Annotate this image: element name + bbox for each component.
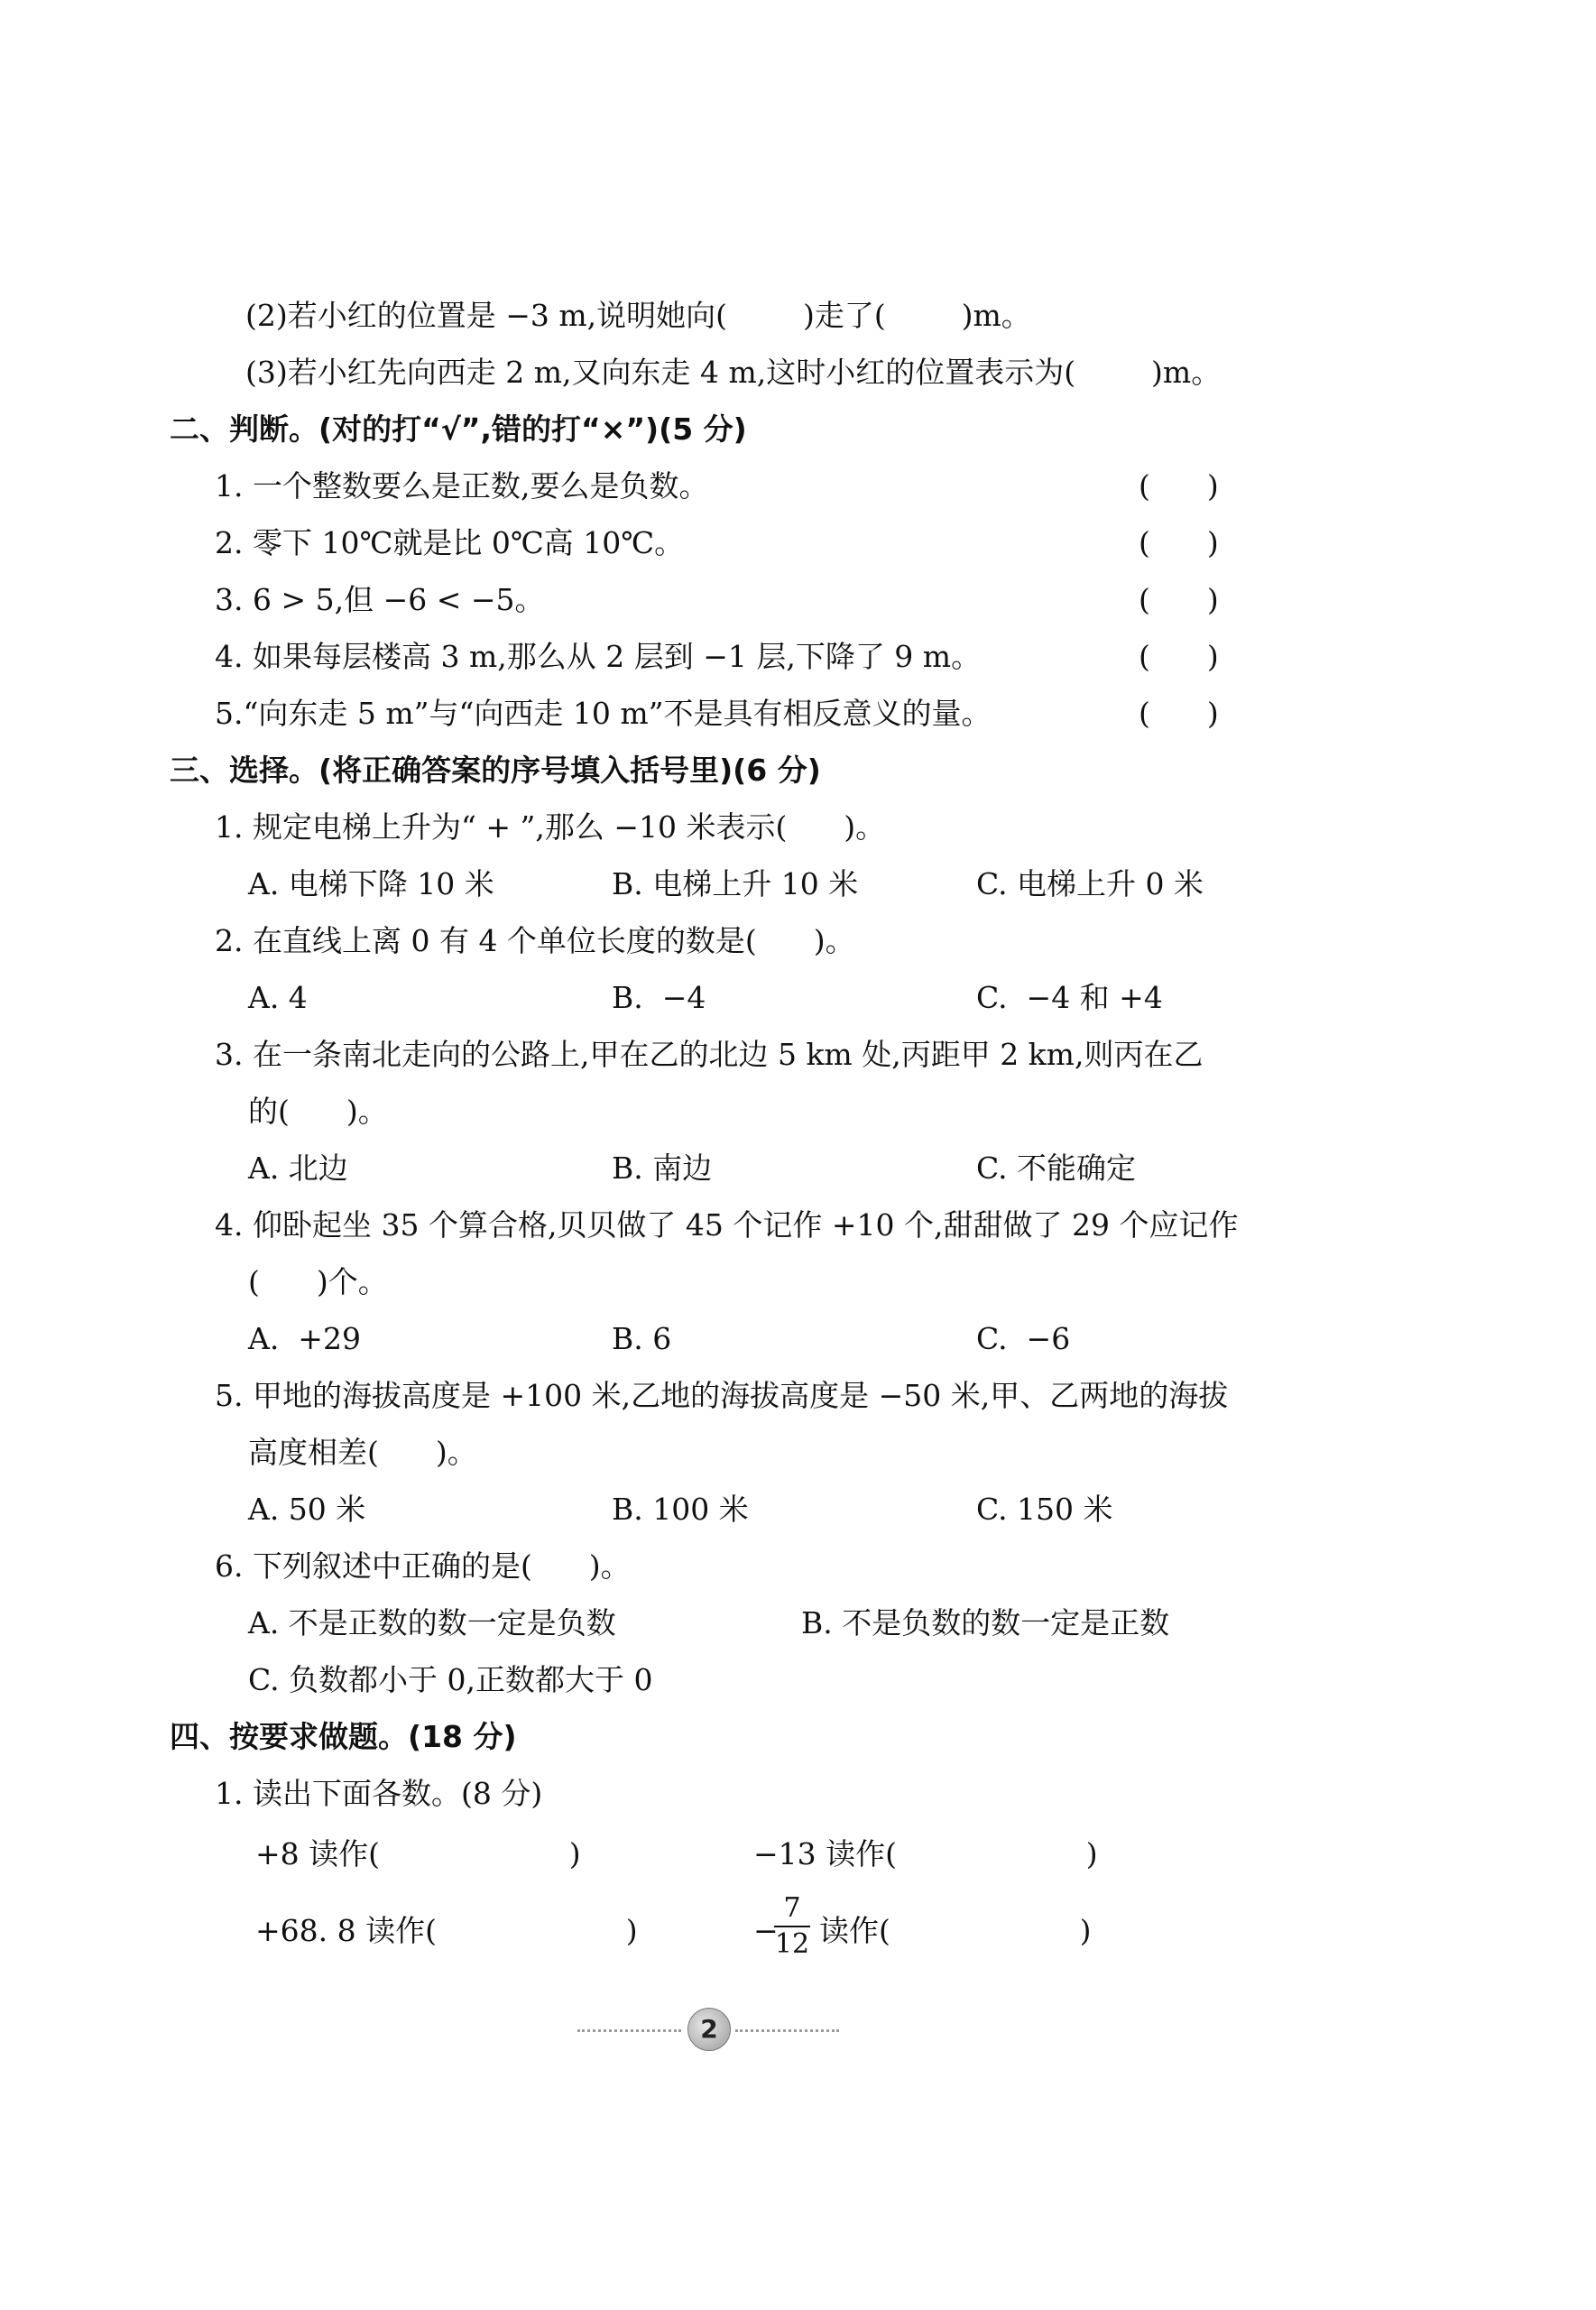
option-a[interactable]: A. +29 xyxy=(248,1321,361,1356)
option-a[interactable]: A. 不是正数的数一定是负数 xyxy=(248,1605,616,1640)
judge-item: 2. 零下 10℃就是比 0℃高 10℃。 xyxy=(215,525,685,560)
option-c[interactable]: C. −6 xyxy=(976,1321,1071,1356)
choice-question-cont: 的( )。 xyxy=(248,1094,388,1129)
answer-blank[interactable]: ( ) xyxy=(1139,582,1219,617)
fraction-sign: − xyxy=(753,1913,779,1948)
choice-question: 4. 仰卧起坐 35 个算合格,贝贝做了 45 个记作 +10 个,甜甜做了 29 个应记作 xyxy=(215,1207,1239,1243)
footer-dots-right xyxy=(735,2029,839,2032)
choice-question: 6. 下列叙述中正确的是( )。 xyxy=(215,1548,631,1584)
option-a[interactable]: A. 4 xyxy=(248,980,308,1015)
judge-item: 1. 一个整数要么是正数,要么是负数。 xyxy=(215,468,709,504)
page-number: 2 xyxy=(687,2008,731,2051)
read-number-item[interactable]: 读作( ) xyxy=(819,1913,1092,1948)
subquestion: 1. 读出下面各数。(8 分) xyxy=(215,1776,543,1811)
option-a[interactable]: A. 50 米 xyxy=(248,1492,366,1527)
option-b[interactable]: B. 南边 xyxy=(612,1150,713,1186)
judge-item: 4. 如果每层楼高 3 m,那么从 2 层到 −1 层,下降了 9 m。 xyxy=(215,639,982,674)
choice-question-cont: 高度相差( )。 xyxy=(248,1435,477,1470)
option-b[interactable]: B. 电梯上升 10 米 xyxy=(612,866,859,901)
question-line: (3)若小红先向西走 2 m,又向东走 4 m,这时小红的位置表示为( )m。 xyxy=(245,355,1222,390)
judge-item: 5.“向东走 5 m”与“向西走 10 m”不是具有相反意义的量。 xyxy=(215,696,992,731)
choice-question: 2. 在直线上离 0 有 4 个单位长度的数是( )。 xyxy=(215,923,855,958)
option-c[interactable]: C. 不能确定 xyxy=(976,1150,1137,1186)
option-c[interactable]: C. −4 和 +4 xyxy=(976,980,1163,1015)
page-footer xyxy=(577,2008,839,2053)
footer-dots-left xyxy=(577,2029,681,2032)
option-b[interactable]: B. 100 米 xyxy=(612,1492,749,1527)
read-number-item[interactable]: −13 读作( ) xyxy=(753,1836,1098,1871)
choice-question: 1. 规定电梯上升为“ + ”,那么 −10 米表示( )。 xyxy=(215,809,886,845)
option-c[interactable]: C. 电梯上升 0 米 xyxy=(976,866,1204,901)
choice-question-cont: ( )个。 xyxy=(248,1264,388,1299)
section-heading: 二、判断。(对的打“√”,错的打“×”)(5 分) xyxy=(170,411,747,447)
option-c[interactable]: C. 负数都小于 0,正数都大于 0 xyxy=(248,1662,653,1697)
read-number-item[interactable]: +68. 8 读作( ) xyxy=(255,1913,638,1948)
answer-blank[interactable]: ( ) xyxy=(1139,468,1219,504)
fraction-numerator: 7 xyxy=(783,1892,801,1924)
section-heading: 四、按要求做题。(18 分) xyxy=(170,1719,517,1754)
answer-blank[interactable]: ( ) xyxy=(1139,696,1219,731)
section-heading: 三、选择。(将正确答案的序号填入括号里)(6 分) xyxy=(170,753,821,788)
fraction-bar xyxy=(774,1926,810,1927)
option-c[interactable]: C. 150 米 xyxy=(976,1492,1113,1527)
fraction-denominator: 12 xyxy=(774,1928,810,1960)
answer-blank[interactable]: ( ) xyxy=(1139,525,1219,560)
option-b[interactable]: B. 不是负数的数一定是正数 xyxy=(801,1605,1170,1640)
choice-question: 5. 甲地的海拔高度是 +100 米,乙地的海拔高度是 −50 米,甲、乙两地的海拔 xyxy=(215,1378,1229,1413)
choice-question: 3. 在一条南北走向的公路上,甲在乙的北边 5 km 处,丙距甲 2 km,则丙在乙 xyxy=(215,1037,1204,1072)
option-a[interactable]: A. 北边 xyxy=(248,1150,348,1186)
option-b[interactable]: B. −4 xyxy=(612,980,706,1015)
read-number-item[interactable]: +8 读作( ) xyxy=(255,1836,581,1871)
option-a[interactable]: A. 电梯下降 10 米 xyxy=(248,866,494,901)
answer-blank[interactable]: ( ) xyxy=(1139,639,1219,674)
option-b[interactable]: B. 6 xyxy=(612,1321,672,1356)
question-line: (2)若小红的位置是 −3 m,说明她向( )走了( )m。 xyxy=(245,298,1031,333)
fraction xyxy=(774,1893,810,1960)
judge-item: 3. 6 > 5,但 −6 < −5。 xyxy=(215,582,545,617)
